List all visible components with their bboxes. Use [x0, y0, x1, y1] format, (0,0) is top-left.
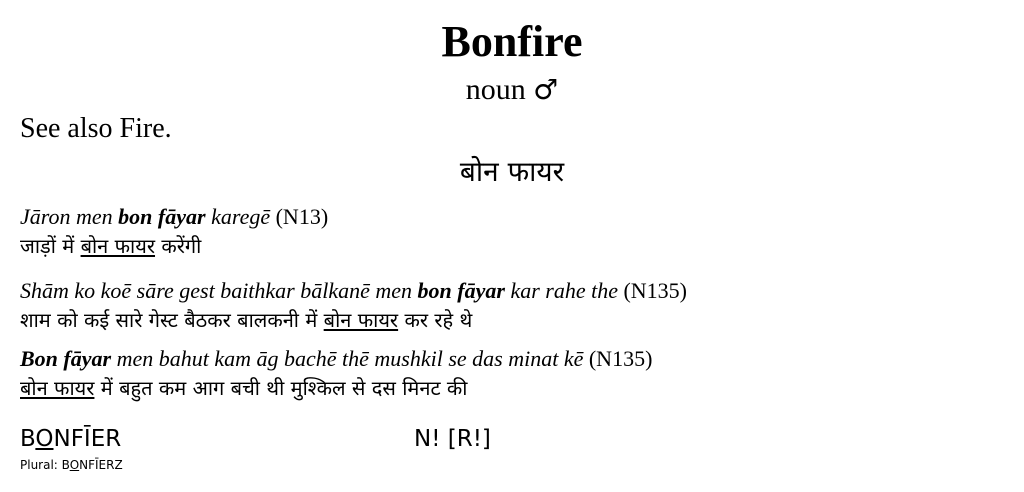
- devanagari-text: में बहुत कम आग बची थी मुश्किल से दस मिनट की: [94, 376, 468, 400]
- male-gender-icon: ♂: [533, 73, 559, 106]
- example-transliteration: [20, 346, 652, 372]
- pronunciation-respelling: [20, 425, 121, 453]
- devanagari-keyword: बोन फायर: [20, 376, 95, 400]
- devanagari-text: शाम को कई सारे गेस्ट बैठकर बालकनी में: [20, 308, 324, 332]
- translit-keyword: bon fāyar: [118, 204, 206, 229]
- devanagari-text: जाड़ों में: [20, 234, 81, 258]
- stressed-vowel: O: [69, 458, 80, 472]
- respelling-part: NFĪERZ: [79, 458, 123, 472]
- translit-keyword: Bon fāyar: [20, 346, 112, 371]
- pronunciation-code: N! [R!]: [414, 426, 491, 452]
- plural-form: [20, 457, 123, 473]
- devanagari-keyword: बोन फायर: [80, 234, 156, 258]
- hindi-headword: बोन फायर: [459, 155, 565, 188]
- devanagari-keyword: बोन फायर: [323, 308, 399, 332]
- translit-text: men bahut kam āg bachē thē mushkil se das minat kē: [111, 346, 584, 371]
- example-devanagari: [20, 232, 201, 260]
- devanagari-text: कर रहे थे: [398, 308, 473, 332]
- part-of-speech-line: [0, 72, 1024, 108]
- example-devanagari: [20, 374, 467, 402]
- translit-text: kar rahe the: [504, 278, 618, 303]
- devanagari-text: करेंगी: [155, 234, 202, 258]
- example-devanagari: [20, 306, 472, 334]
- example-reference: (N135): [617, 278, 688, 303]
- translit-keyword: bon fāyar: [417, 278, 505, 303]
- translit-text: Jāron men: [20, 204, 119, 229]
- plural-label: Plural:: [20, 458, 62, 472]
- respelling-part: B: [61, 458, 70, 472]
- example-transliteration: [20, 278, 687, 304]
- respelling-part: B: [20, 426, 36, 452]
- example-reference: (N135): [583, 346, 653, 371]
- see-also-note: See also Fire.: [20, 113, 172, 144]
- example-reference: (N13): [270, 204, 329, 229]
- part-of-speech: noun: [465, 73, 526, 106]
- respelling-part: NFĪER: [53, 426, 122, 452]
- headword: Bonfire: [441, 17, 583, 66]
- translit-text: karegē: [205, 204, 271, 229]
- translit-text: Shām ko koē sāre gest baithkar bālkanē men: [20, 278, 418, 303]
- stressed-vowel: O: [35, 426, 54, 452]
- example-transliteration: [20, 204, 328, 230]
